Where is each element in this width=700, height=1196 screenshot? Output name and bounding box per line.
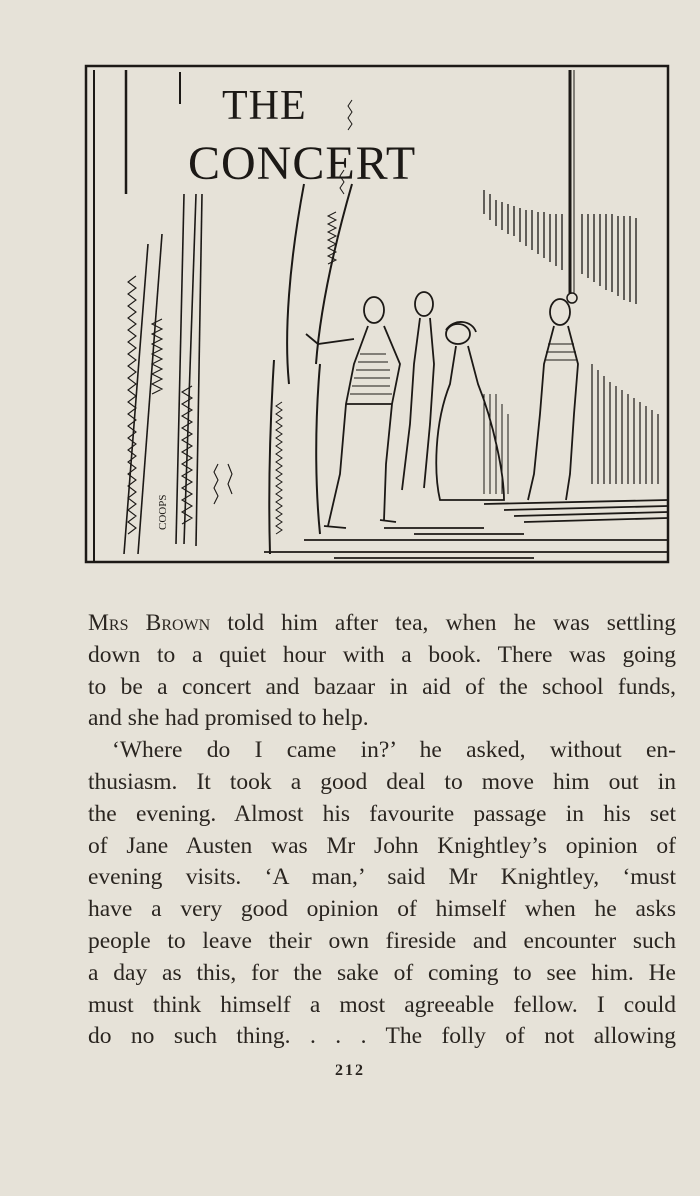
artist-signature: COOPS xyxy=(157,494,169,530)
text-line: of Jane Austen was Mr John Knightley’s opinion of xyxy=(88,832,676,859)
body-text xyxy=(88,608,676,1053)
illustration-title-concert: CONCERT xyxy=(188,137,417,190)
text-line: have a very good opinion of himself when he asks xyxy=(88,896,676,923)
text-line: evening visits. ‘A man,’ said Mr Knightley, ‘must xyxy=(88,864,676,891)
page-number: 212 xyxy=(335,1062,365,1079)
stage-floor xyxy=(264,500,668,558)
right-wall-hatching xyxy=(592,364,658,484)
rope-tassel xyxy=(567,293,577,303)
left-curtain-zigzag xyxy=(128,276,232,534)
text-line: a day as this, for the sake of coming to see him. He xyxy=(88,959,676,986)
text-line: must think himself a most agreeable fellow. I could xyxy=(88,991,676,1018)
chapter-illustration xyxy=(84,64,672,568)
performer-figures xyxy=(306,292,578,528)
text-line: and she had promised to help. xyxy=(88,705,369,732)
text-line: do no such thing. . . . The folly of not allowing xyxy=(88,1023,676,1050)
text-line: to be a concert and bazaar in aid of the school funds, xyxy=(88,673,676,700)
figure-shading xyxy=(350,344,576,494)
text-line: ‘Where do I came in?’ he asked, without en- xyxy=(112,737,676,764)
mrs-brown-smallcaps: Mrs Brown xyxy=(88,610,211,636)
text-line: people to leave their own fireside and encounter such xyxy=(88,927,676,954)
text-line xyxy=(88,608,676,640)
illustration-title-the: THE xyxy=(222,83,307,129)
text-line-content: told him after tea, when he was settling xyxy=(210,610,676,636)
text-line: down to a quiet hour with a book. There was going xyxy=(88,641,676,668)
backdrop-hatching xyxy=(484,190,636,304)
text-line: thusiasm. It took a good deal to move him out in xyxy=(88,768,676,795)
text-line: the evening. Almost his favourite passage in his set xyxy=(88,800,676,827)
